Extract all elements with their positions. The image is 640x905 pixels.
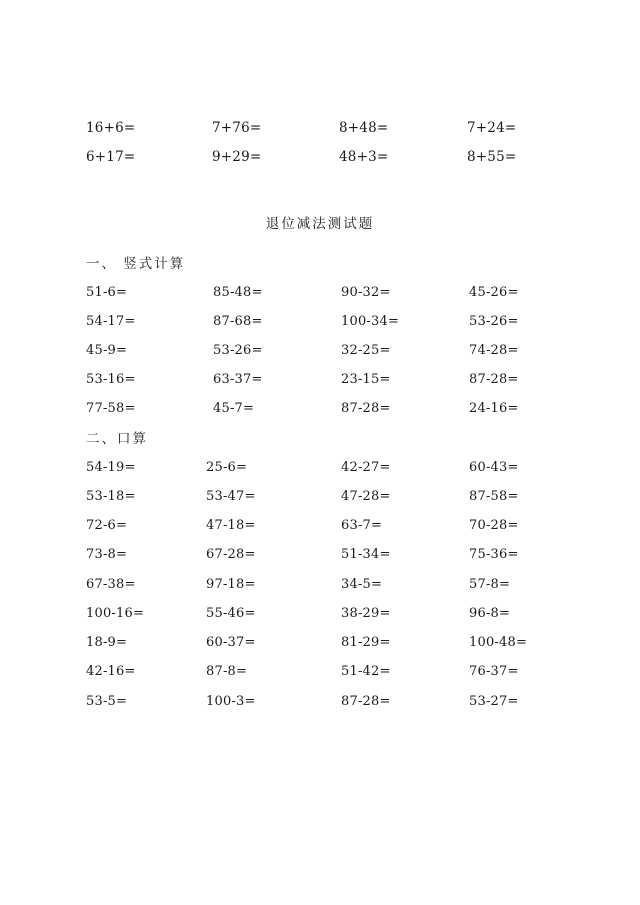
- problem-cell: 100-48=: [469, 635, 528, 650]
- problem-cell: 87-68=: [213, 314, 263, 329]
- problem-cell: 70-28=: [469, 518, 519, 533]
- problem-cell: 34-5=: [341, 577, 383, 592]
- problem-cell: 53-16=: [86, 372, 136, 387]
- problem-cell: 51-6=: [86, 285, 128, 300]
- problem-cell: 23-15=: [341, 372, 391, 387]
- problem-cell: 53-26=: [213, 343, 263, 358]
- problem-cell: 54-19=: [86, 460, 136, 475]
- problem-cell: 63-7=: [341, 518, 383, 533]
- problem-cell: 6+17=: [86, 149, 136, 165]
- addition-row: [0, 118, 640, 138]
- problem-cell: 60-43=: [469, 460, 519, 475]
- problem-row: [0, 341, 640, 361]
- problem-cell: 81-29=: [341, 635, 391, 650]
- page-title: 退位减法测试题: [265, 216, 375, 232]
- problem-cell: 47-28=: [341, 489, 391, 504]
- problem-cell: 54-17=: [86, 314, 136, 329]
- problem-cell: 72-6=: [86, 518, 128, 533]
- problem-cell: 32-25=: [341, 343, 391, 358]
- problem-row: [0, 487, 640, 507]
- problem-cell: 57-8=: [469, 577, 511, 592]
- problem-cell: 67-38=: [86, 577, 136, 592]
- problem-row: [0, 516, 640, 536]
- addition-row: [0, 147, 640, 167]
- problem-cell: 45-9=: [86, 343, 128, 358]
- problem-cell: 87-28=: [341, 694, 391, 709]
- problem-cell: 74-28=: [469, 343, 519, 358]
- problem-cell: 85-48=: [213, 285, 263, 300]
- problem-cell: 87-28=: [341, 401, 391, 416]
- problem-cell: 73-8=: [86, 547, 128, 562]
- problem-cell: 45-26=: [469, 285, 519, 300]
- problem-cell: 53-27=: [469, 694, 519, 709]
- problem-cell: 18-9=: [86, 635, 128, 650]
- problem-cell: 100-16=: [86, 606, 145, 621]
- problem-cell: 8+48=: [339, 120, 389, 136]
- problem-row: [0, 312, 640, 332]
- problem-cell: 53-26=: [469, 314, 519, 329]
- problem-cell: 7+24=: [467, 120, 517, 136]
- problem-row: [0, 458, 640, 478]
- problem-row: [0, 399, 640, 419]
- problem-row: [0, 575, 640, 595]
- problem-cell: 48+3=: [339, 149, 389, 165]
- problem-cell: 51-34=: [341, 547, 391, 562]
- problem-cell: 16+6=: [86, 120, 136, 136]
- problem-cell: 100-3=: [206, 694, 256, 709]
- problem-cell: 45-7=: [213, 401, 255, 416]
- problem-row: [0, 662, 640, 682]
- problem-cell: 77-58=: [86, 401, 136, 416]
- problem-cell: 38-29=: [341, 606, 391, 621]
- problem-cell: 63-37=: [213, 372, 263, 387]
- problem-cell: 87-8=: [206, 664, 248, 679]
- problem-cell: 60-37=: [206, 635, 256, 650]
- problem-row: [0, 283, 640, 303]
- problem-row: [0, 692, 640, 712]
- problem-row: [0, 633, 640, 653]
- problem-cell: 53-18=: [86, 489, 136, 504]
- problem-cell: 87-58=: [469, 489, 519, 504]
- problem-cell: 76-37=: [469, 664, 519, 679]
- problem-cell: 87-28=: [469, 372, 519, 387]
- problem-cell: 42-16=: [86, 664, 136, 679]
- problem-cell: 9+29=: [212, 149, 262, 165]
- problem-cell: 51-42=: [341, 664, 391, 679]
- problem-cell: 96-8=: [469, 606, 511, 621]
- problem-cell: 53-47=: [206, 489, 256, 504]
- problem-cell: 42-27=: [341, 460, 391, 475]
- problem-cell: 25-6=: [206, 460, 248, 475]
- problem-cell: 8+55=: [467, 149, 517, 165]
- problem-cell: 75-36=: [469, 547, 519, 562]
- problem-row: [0, 604, 640, 624]
- problem-row: [0, 545, 640, 565]
- problem-cell: 24-16=: [469, 401, 519, 416]
- problem-cell: 55-46=: [206, 606, 256, 621]
- problem-cell: 47-18=: [206, 518, 256, 533]
- problem-row: [0, 370, 640, 390]
- problem-cell: 97-18=: [206, 577, 256, 592]
- problem-cell: 67-28=: [206, 547, 256, 562]
- problem-cell: 53-5=: [86, 694, 128, 709]
- problem-cell: 90-32=: [341, 285, 391, 300]
- problem-cell: 7+76=: [212, 120, 262, 136]
- problem-cell: 100-34=: [341, 314, 400, 329]
- section-heading-vertical-calculation: 一、 竖式计算: [86, 256, 186, 272]
- section-heading-mental-math: 二、口算: [86, 431, 148, 447]
